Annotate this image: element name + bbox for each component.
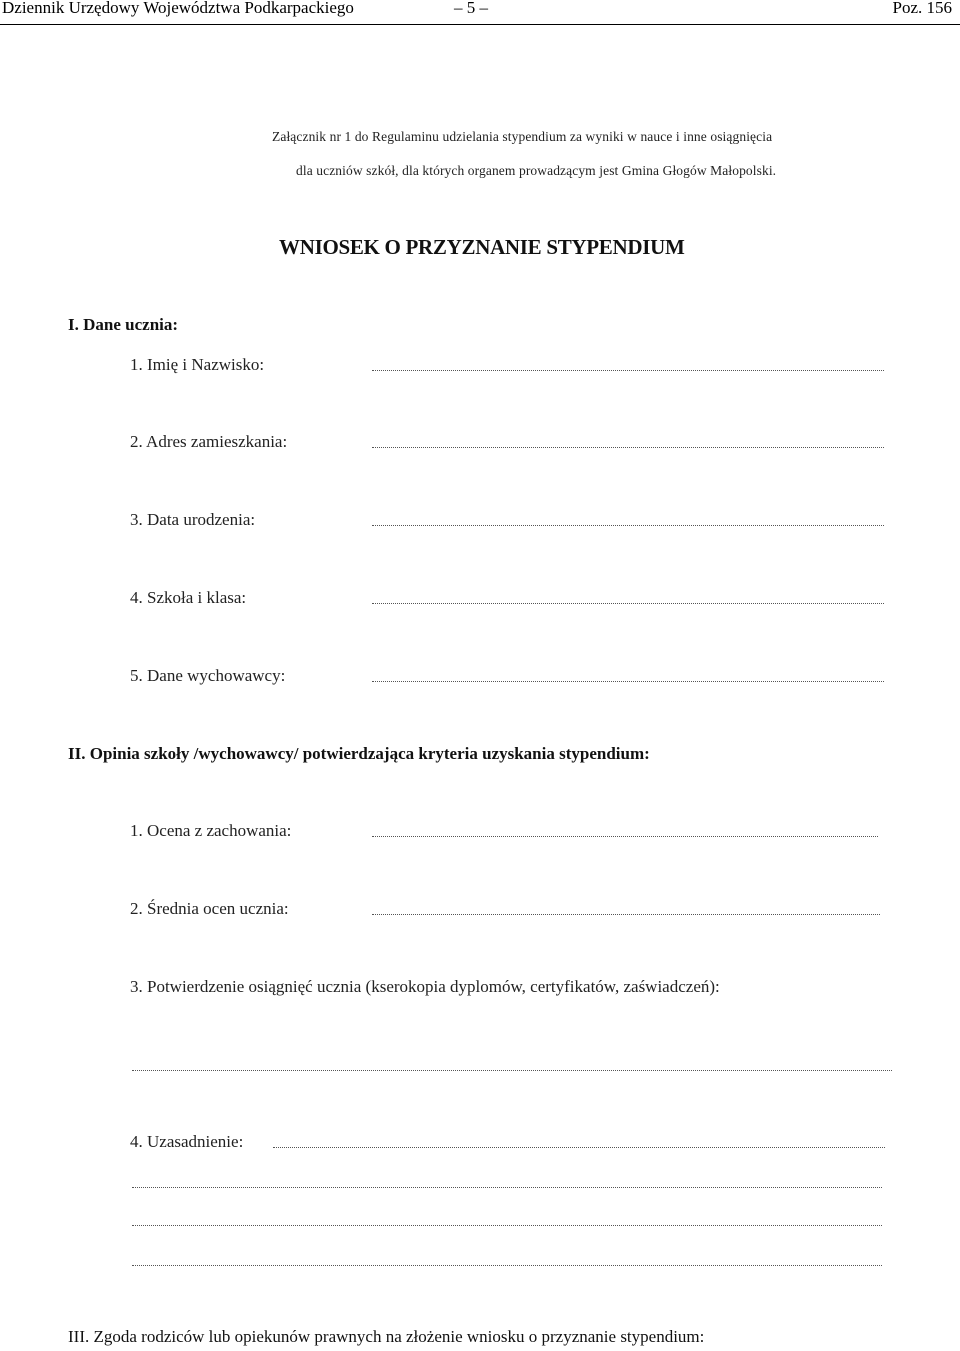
field-birthdate-label: 3. Data urodzenia: bbox=[130, 510, 256, 529]
section-2-heading: II. Opinia szkoły /wychowawcy/ potwierdzająca kryteria uzyskania stypendium: bbox=[68, 744, 650, 763]
field-tutor-label: 5. Dane wychowawcy: bbox=[130, 666, 286, 685]
position-number: Poz. 156 bbox=[892, 0, 952, 17]
field-justification-line-2[interactable] bbox=[132, 1187, 882, 1188]
field-average-grade-line[interactable] bbox=[372, 914, 880, 915]
field-justification-label: 4. Uzasadnienie: bbox=[130, 1132, 244, 1151]
field-name-line[interactable] bbox=[372, 370, 884, 371]
field-tutor-line[interactable] bbox=[372, 681, 884, 682]
field-address-line[interactable] bbox=[372, 447, 884, 448]
field-behaviour-grade-label: 1. Ocena z zachowania: bbox=[130, 821, 292, 840]
field-behaviour-grade-line[interactable] bbox=[372, 836, 878, 837]
field-average-grade-label: 2. Średnia ocen ucznia: bbox=[130, 899, 289, 918]
journal-title: Dziennik Urzędowy Województwa Podkarpackiego bbox=[2, 0, 354, 17]
document-title: WNIOSEK O PRZYZNANIE STYPENDIUM bbox=[279, 235, 685, 259]
field-address-label: 2. Adres zamieszkania: bbox=[130, 432, 288, 451]
section-3-heading: III. Zgoda rodziców lub opiekunów prawnych na złożenie wniosku o przyznanie stypendium: bbox=[68, 1327, 705, 1346]
section-1-heading: I. Dane ucznia: bbox=[68, 315, 179, 334]
page-number: – 5 – bbox=[454, 0, 488, 17]
journal-header bbox=[0, 0, 960, 25]
field-justification-line-1[interactable] bbox=[273, 1147, 885, 1148]
field-birthdate-line[interactable] bbox=[372, 525, 884, 526]
field-justification-line-3[interactable] bbox=[132, 1225, 882, 1226]
field-school-class-line[interactable] bbox=[372, 603, 884, 604]
annex-note-line-2: dla uczniów szkół, dla których organem prowadzącym jest Gmina Głogów Małopolski. bbox=[296, 163, 777, 178]
field-achievements-label: 3. Potwierdzenie osiągnięć ucznia (kserokopia dyplomów, certyfikatów, zaświadczeń): bbox=[130, 977, 720, 996]
field-name-label: 1. Imię i Nazwisko: bbox=[130, 355, 265, 374]
field-school-class-label: 4. Szkoła i klasa: bbox=[130, 588, 247, 607]
annex-note-line-1: Załącznik nr 1 do Regulaminu udzielania stypendium za wyniki w nauce i inne osiągnięcia bbox=[272, 129, 773, 144]
field-justification-line-4[interactable] bbox=[132, 1265, 882, 1266]
field-achievements-line[interactable] bbox=[132, 1070, 892, 1071]
